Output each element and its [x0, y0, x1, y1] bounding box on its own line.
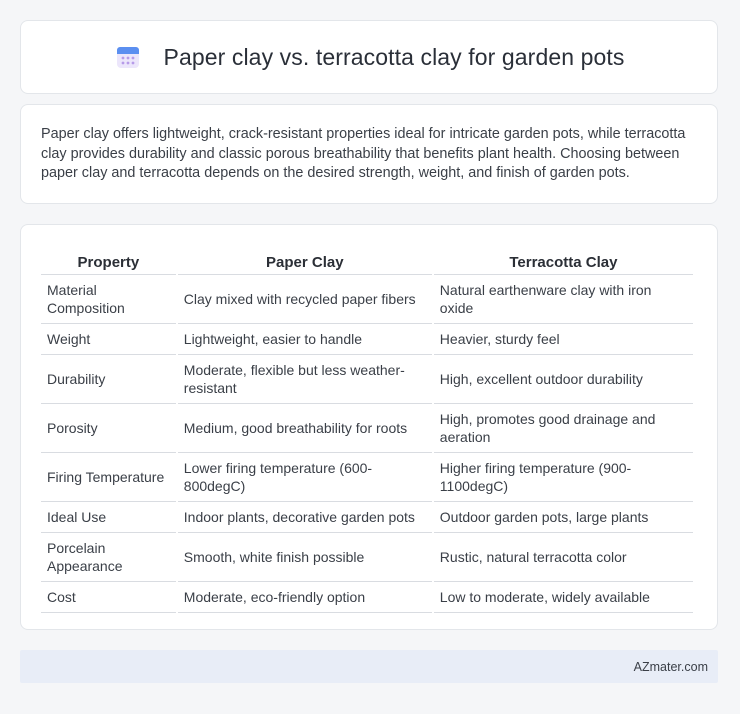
paper-clay-cell: Lower firing temperature (600-800degC) — [178, 453, 432, 502]
table-row — [41, 404, 693, 453]
property-cell: Porcelain Appearance — [41, 533, 176, 582]
paper-clay-cell: Medium, good breathability for roots — [178, 404, 432, 453]
header-paper-clay: Paper Clay — [178, 243, 432, 275]
table-row — [41, 533, 693, 582]
summary-text: Paper clay offers lightweight, crack-resistant properties ideal for intricate garden pots, while terracotta clay provides durability and classic porous breathability that benefits plant health. Choosing between paper clay and terracotta depends on the desired strength, weight, and finish of garden pots. — [41, 126, 686, 182]
property-cell: Material Composition — [41, 275, 176, 324]
property-cell: Weight — [41, 324, 176, 355]
table-row — [41, 453, 693, 502]
paper-clay-cell: Lightweight, easier to handle — [178, 324, 432, 355]
property-cell: Durability — [41, 355, 176, 404]
terracotta-clay-cell: Rustic, natural terracotta color — [434, 533, 693, 582]
title-card — [20, 20, 718, 94]
paper-clay-cell: Clay mixed with recycled paper fibers — [178, 275, 432, 324]
terracotta-clay-cell: High, promotes good drainage and aeration — [434, 404, 693, 453]
property-cell: Cost — [41, 582, 176, 613]
paper-clay-cell: Indoor plants, decorative garden pots — [178, 502, 432, 533]
terracotta-clay-cell: High, excellent outdoor durability — [434, 355, 693, 404]
table-row — [41, 355, 693, 404]
paper-clay-cell: Moderate, flexible but less weather-resistant — [178, 355, 432, 404]
paper-clay-cell: Smooth, white finish possible — [178, 533, 432, 582]
table-row — [41, 502, 693, 533]
property-cell: Firing Temperature — [41, 453, 176, 502]
summary-card — [20, 104, 718, 204]
terracotta-clay-cell: Low to moderate, widely available — [434, 582, 693, 613]
footer-bar — [20, 650, 718, 683]
terracotta-clay-cell: Natural earthenware clay with iron oxide — [434, 275, 693, 324]
property-cell: Ideal Use — [41, 502, 176, 533]
footer-brand: AZmater.com — [633, 659, 708, 674]
terracotta-clay-cell: Higher firing temperature (900-1100degC) — [434, 453, 693, 502]
property-cell: Porosity — [41, 404, 176, 453]
comparison-table-card — [20, 224, 718, 630]
terracotta-clay-cell: Heavier, sturdy feel — [434, 324, 693, 355]
table-row — [41, 582, 693, 613]
comparison-table — [39, 243, 695, 613]
table-row — [41, 275, 693, 324]
table-row — [41, 324, 693, 355]
table-header-row — [41, 243, 693, 275]
terracotta-clay-cell: Outdoor garden pots, large plants — [434, 502, 693, 533]
page-title: Paper clay vs. terracotta clay for garden pots — [163, 43, 625, 70]
paper-clay-cell: Moderate, eco-friendly option — [178, 582, 432, 613]
header-terracotta-clay: Terracotta Clay — [434, 243, 693, 275]
calendar-icon — [114, 43, 142, 71]
header-property: Property — [41, 243, 176, 275]
